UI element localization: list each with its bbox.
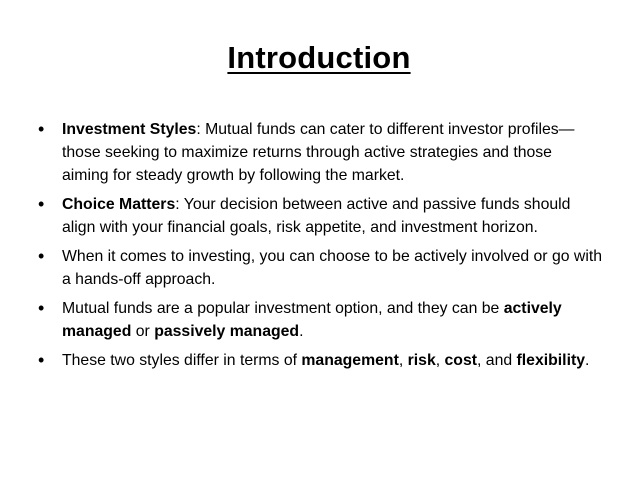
- bullet-text: These two styles differ in terms of: [62, 352, 302, 369]
- bullet-bold-text: Investment Styles: [62, 121, 197, 138]
- bullet-bold-text: risk: [407, 352, 436, 369]
- slide-title: Introduction: [227, 40, 411, 75]
- bullet-text: .: [585, 352, 590, 369]
- bullet-text: When it comes to investing, you can choose to be actively involved or go with a hands-off approach.: [62, 248, 603, 288]
- bullet-text: : Your decision between active and passive funds should align with your financial goals, risk appetite, and investment horizon.: [62, 196, 571, 236]
- bullet-item-choice-matters: [0, 193, 602, 239]
- bullet-icon: •: [38, 246, 45, 266]
- bullet-item-investment-styles: [0, 118, 602, 187]
- bullet-list: [0, 118, 638, 378]
- bullet-bold-text: Choice Matters: [62, 196, 176, 213]
- bullet-bold-text: management: [301, 352, 399, 369]
- bullet-item-style-differences: [0, 349, 602, 372]
- bullet-text: , and: [477, 352, 517, 369]
- bullet-bold-text: passively managed: [154, 323, 300, 340]
- bullet-text: or: [131, 323, 155, 340]
- bullet-text: Mutual funds are a popular investment option, and they can be: [62, 300, 504, 317]
- bullet-icon: •: [38, 119, 45, 139]
- bullet-bold-text: flexibility: [516, 352, 586, 369]
- bullet-text: ,: [398, 352, 408, 369]
- bullet-text: ,: [435, 352, 445, 369]
- bullet-text: : Mutual funds can cater to different investor profiles—those seeking to maximize returns through active strategies and those aiming for steady growth by following the market.: [62, 121, 575, 184]
- bullet-item-mutual-funds: [0, 297, 602, 343]
- bullet-bold-text: cost: [444, 352, 477, 369]
- bullet-bold-text: actively managed: [62, 300, 562, 340]
- bullet-item-investing-approach: [0, 245, 602, 291]
- bullet-icon: •: [38, 350, 45, 370]
- bullet-icon: •: [38, 298, 45, 318]
- bullet-icon: •: [38, 194, 45, 214]
- bullet-text: .: [299, 323, 304, 340]
